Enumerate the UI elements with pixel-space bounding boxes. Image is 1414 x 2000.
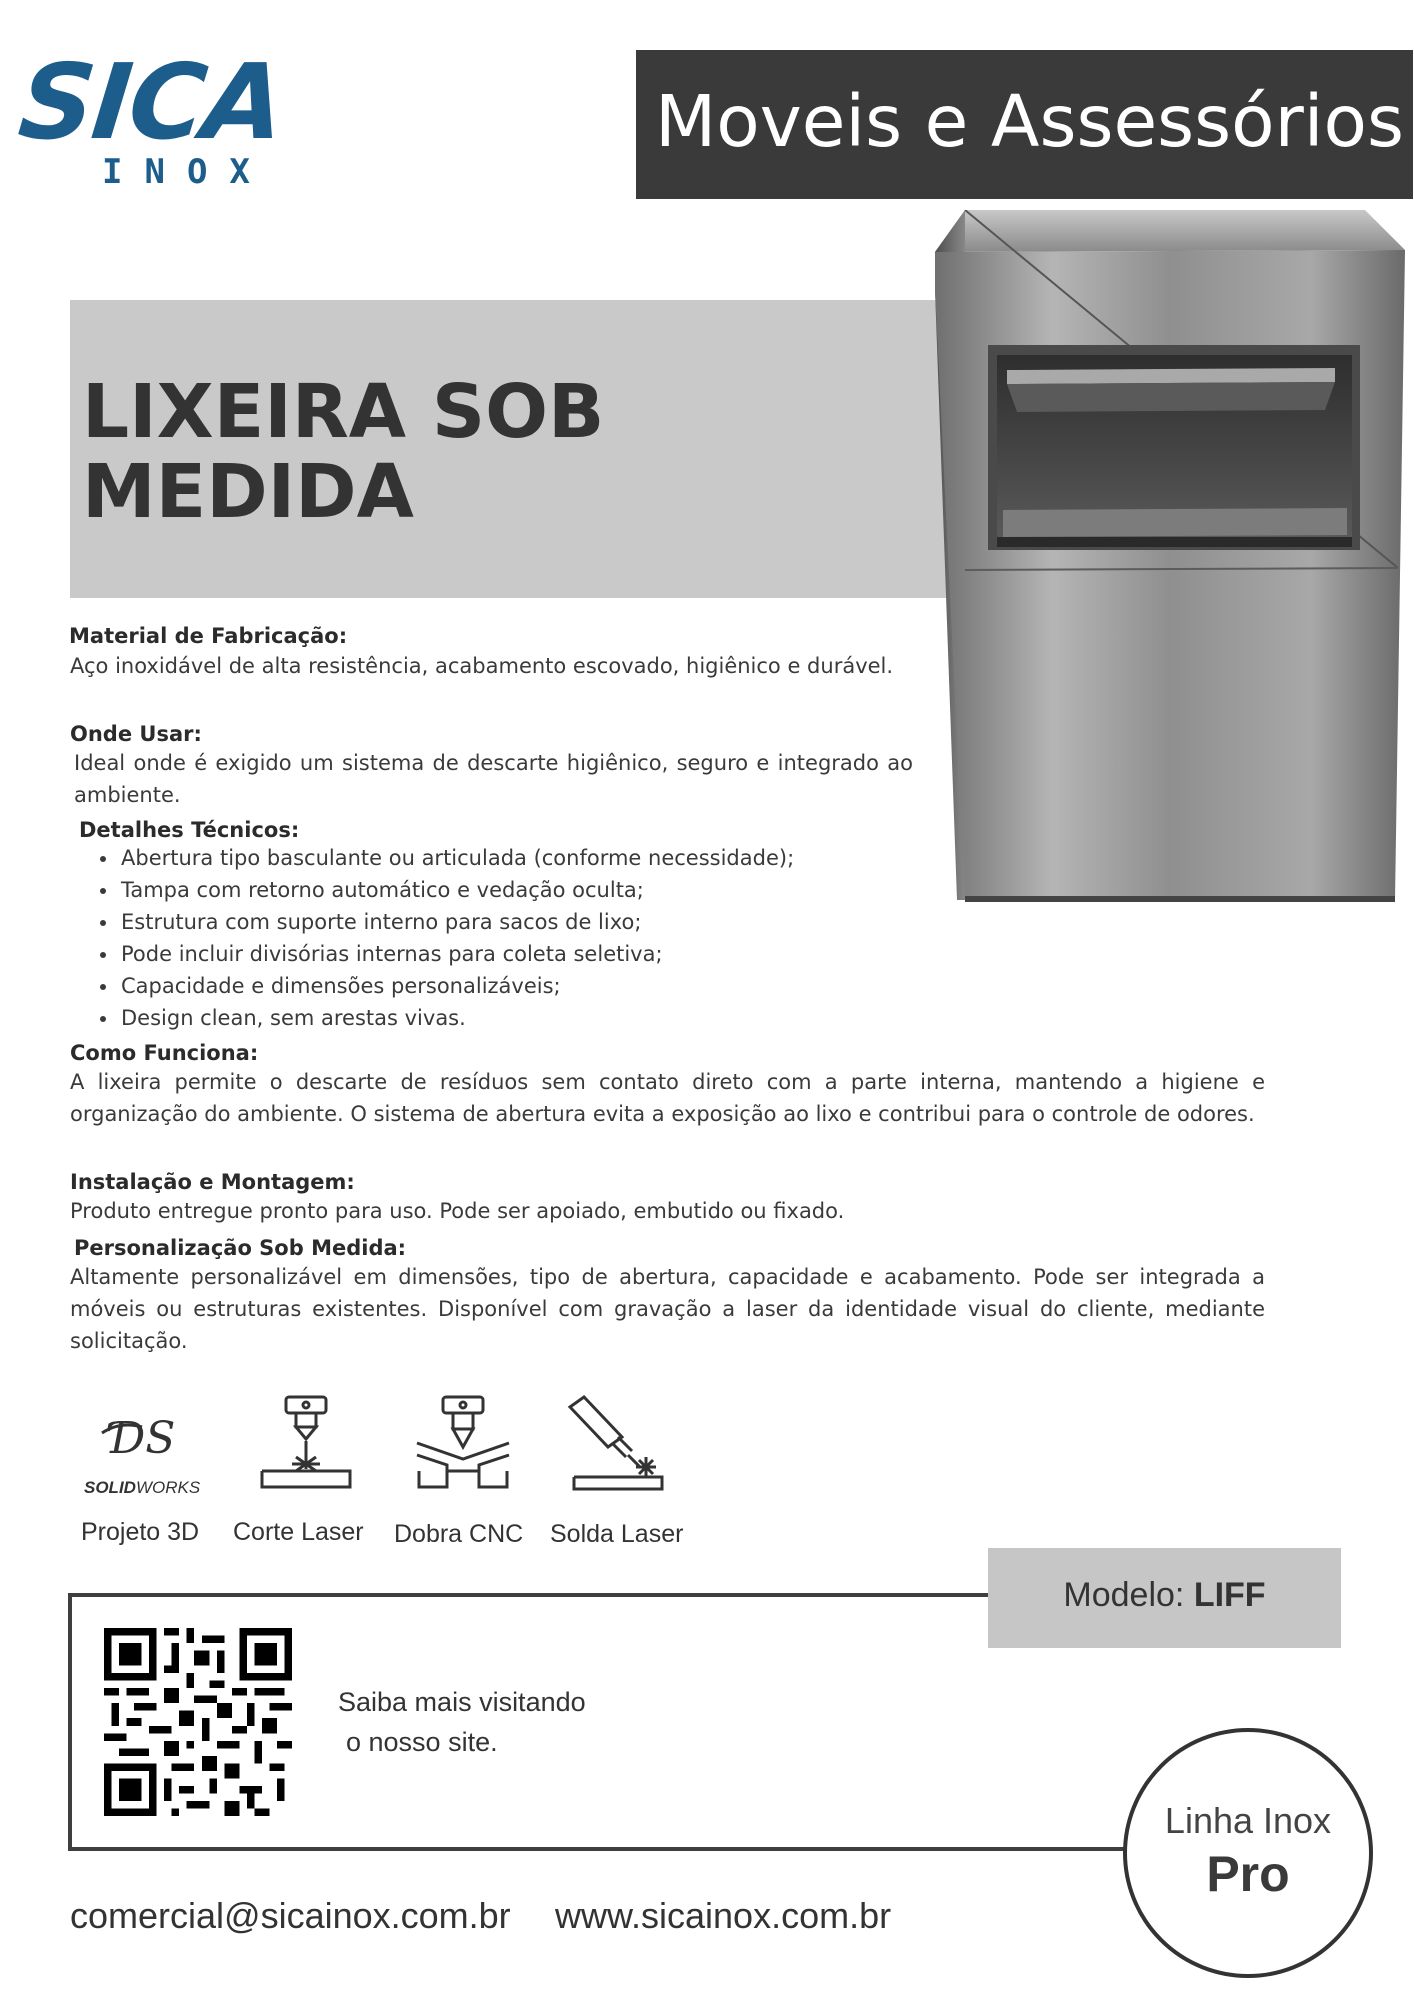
qr-code[interactable] <box>104 1628 292 1816</box>
how-text: A lixeira permite o descarte de resíduos sem contato direto com a parte interna, mantendo a higiene e organização do ambiente. O sistema de abertura evita a exposição ao lixo e contribui para o controle de odores. <box>70 1070 1265 1126</box>
how-title: Como Funciona: <box>70 1041 259 1065</box>
title-box <box>70 300 975 598</box>
list-item: • Capacidade e dimensões personalizáveis; <box>119 970 794 1002</box>
header-banner <box>636 50 1413 199</box>
sica-inox-logo <box>13 41 350 192</box>
footer-website-link[interactable]: www.sicainox.com.br <box>555 1895 892 1936</box>
custom-text: Altamente personalizável em dimensões, tipo de abertura, capacidade e acabamento. Pode ser integrada a móveis ou estruturas existentes. Disponível com gravação a laser da identidade visual do cliente, mediante solicitação. <box>70 1265 1265 1353</box>
qr-note-line2: o nosso site. <box>346 1727 498 1757</box>
solidworks-bold: SOLID <box>84 1478 136 1497</box>
badge-line2: Pro <box>1206 1846 1290 1902</box>
solidworks-light: WORKS <box>135 1478 201 1497</box>
logo-wordmark: SICA <box>13 41 289 163</box>
logo-subtitle: INOX <box>102 152 272 192</box>
laser-cut-icon <box>250 1395 390 1505</box>
material-text: Aço inoxidável de alta resistência, acabamento escovado, higiênico e durável. <box>70 654 894 678</box>
install-text: Produto entregue pronto para uso. Pode ser apoiado, embutido ou fixado. <box>70 1199 845 1223</box>
model-text <box>988 1576 1341 1615</box>
install-title: Instalação e Montagem: <box>70 1170 355 1194</box>
footer-email-link[interactable]: comercial@sicainox.com.br <box>70 1895 511 1936</box>
svg-text:SOLIDWORKS <box>84 1478 201 1497</box>
list-item: • Tampa com retorno automático e vedação oculta; <box>119 874 794 906</box>
svg-text:ƊS: ƊS <box>110 1413 176 1464</box>
list-item: • Pode incluir divisórias internas para coleta seletiva; <box>119 938 794 970</box>
details-list <box>71 842 794 1034</box>
qr-note-line1: Saiba mais visitando <box>338 1687 586 1717</box>
list-item: • Estrutura com suporte interno para sacos de lixo; <box>119 906 794 938</box>
material-title: Material de Fabricação: <box>69 624 348 648</box>
frame-line <box>68 1593 72 1851</box>
list-item: • Design clean, sem arestas vivas. <box>119 1002 794 1034</box>
cnc-bend-icon <box>407 1395 547 1505</box>
custom-title: Personalização Sob Medida: <box>74 1236 407 1260</box>
service-label: Corte Laser <box>233 1518 364 1546</box>
frame-line <box>68 1847 1124 1851</box>
product-image <box>925 210 1414 910</box>
header-title: Moveis e Assessórios <box>655 80 1404 163</box>
solidworks-logo-icon <box>72 1395 212 1505</box>
where-title: Onde Usar: <box>70 722 202 746</box>
service-label: Dobra CNC <box>394 1520 524 1548</box>
frame-line <box>68 1593 990 1597</box>
laser-weld-icon <box>566 1395 706 1505</box>
model-box <box>988 1548 1341 1648</box>
where-text: Ideal onde é exigido um sistema de descarte higiênico, seguro e integrado ao ambiente. <box>74 751 913 807</box>
linha-inox-pro-badge <box>1123 1728 1373 1978</box>
model-label: Modelo: <box>1063 1576 1185 1614</box>
list-item: • Abertura tipo basculante ou articulada (conforme necessidade); <box>119 842 794 874</box>
badge-line1: Linha Inox <box>1164 1800 1332 1841</box>
service-label: Projeto 3D <box>81 1518 200 1546</box>
service-label: Solda Laser <box>550 1520 684 1548</box>
page-title: LIXEIRA SOB MEDIDA <box>82 369 605 535</box>
details-title: Detalhes Técnicos: <box>79 818 300 842</box>
qr-note <box>338 1682 586 1762</box>
model-value: LIFF <box>1193 1576 1266 1614</box>
